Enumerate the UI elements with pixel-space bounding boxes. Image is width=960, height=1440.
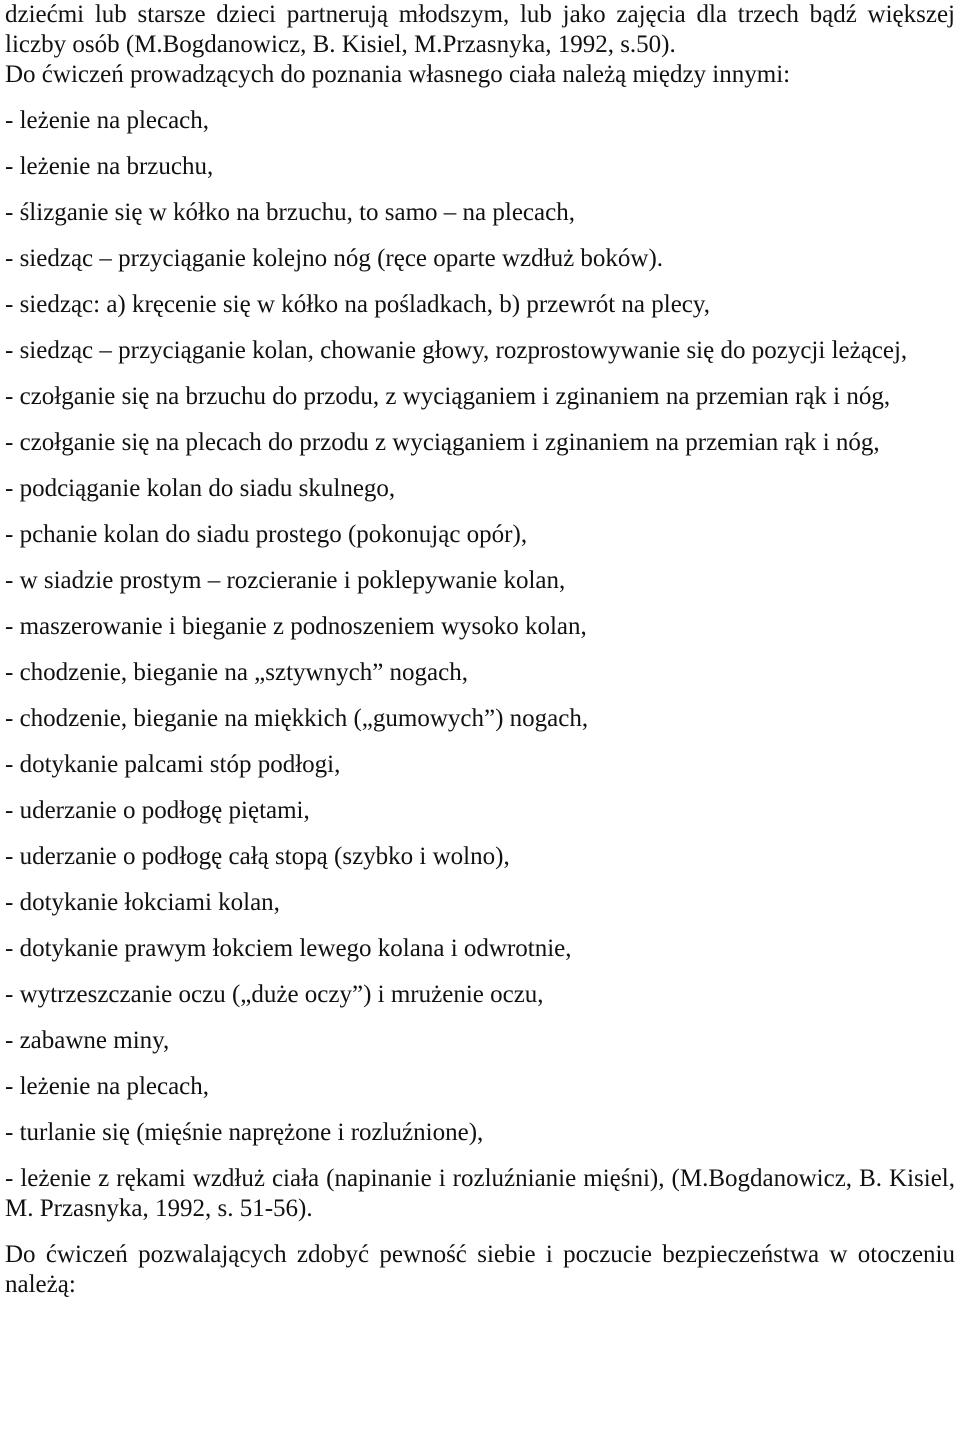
list-item: - pchanie kolan do siadu prostego (pokonując opór), [5, 521, 528, 548]
list-item: - uderzanie o podłogę piętami, [5, 797, 310, 824]
list-item: - czołganie się na plecach do przodu z wyciąganiem i zginaniem na przemian rąk i nóg, [5, 429, 880, 456]
paragraph-intro-continuation: dziećmi lub starsze dzieci partnerują młodszym, lub jako zajęcia dla trzech bądź większej liczby osób (M.Bogdanowicz, B. Kisiel, M.Przasnyka, 1992, s.50). [5, 1, 955, 58]
document-page [5, 0, 955, 1300]
list-item-with-citation: - leżenie z rękami wzdłuż ciała (napinanie i rozluźnianie mięśni), (M.Bogdanowicz, B. Kisiel, M. Przasnyka, 1992, s. 51-56). [5, 1165, 955, 1222]
paragraph-confidence-heading: Do ćwiczeń pozwalających zdobyć pewność siebie i poczucie bezpieczeństwa w otoczeniu należą: [5, 1241, 955, 1298]
list-item: - czołganie się na brzuchu do przodu, z wyciąganiem i zginaniem na przemian rąk i nóg, [5, 383, 891, 410]
list-item: - leżenie na brzuchu, [5, 153, 214, 180]
list-item: - zabawne miny, [5, 1027, 170, 1054]
list-item: - maszerowanie i bieganie z podnoszeniem wysoko kolan, [5, 613, 587, 640]
list-item: - dotykanie palcami stóp podłogi, [5, 751, 341, 778]
list-item: - siedząc: a) kręcenie się w kółko na pośladkach, b) przewrót na plecy, [5, 291, 711, 318]
list-item: - turlanie się (mięśnie naprężone i rozluźnione), [5, 1119, 484, 1146]
list-item: - chodzenie, bieganie na miękkich („gumowych”) nogach, [5, 705, 589, 732]
list-item: - dotykanie prawym łokciem lewego kolana i odwrotnie, [5, 935, 572, 962]
list-item: - siedząc – przyciąganie kolan, chowanie głowy, rozprostowywanie się do pozycji leżącej, [5, 337, 908, 364]
list-item: - w siadzie prostym – rozcieranie i poklepywanie kolan, [5, 567, 566, 594]
list-item: - leżenie na plecach, [5, 107, 210, 134]
list-item: - dotykanie łokciami kolan, [5, 889, 280, 916]
list-item: - leżenie na plecach, [5, 1073, 210, 1100]
list-item: - podciąganie kolan do siadu skulnego, [5, 475, 396, 502]
list-item: - uderzanie o podłogę całą stopą (szybko i wolno), [5, 843, 510, 870]
paragraph-body-awareness-heading: Do ćwiczeń prowadzących do poznania własnego ciała należą między innymi: [5, 61, 791, 88]
list-item: - wytrzeszczanie oczu („duże oczy”) i mrużenie oczu, [5, 981, 544, 1008]
list-item: - siedząc – przyciąganie kolejno nóg (ręce oparte wzdłuż boków). [5, 245, 664, 272]
list-item: - ślizganie się w kółko na brzuchu, to samo – na plecach, [5, 199, 575, 226]
list-item: - chodzenie, bieganie na „sztywnych” nogach, [5, 659, 468, 686]
